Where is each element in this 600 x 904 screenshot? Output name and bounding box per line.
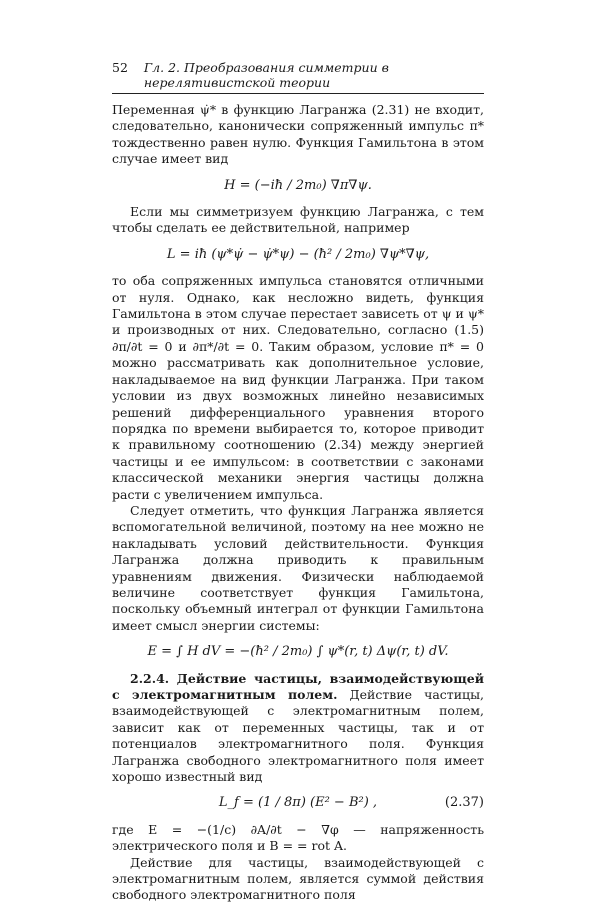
equation-2-37 (112, 795, 484, 811)
paragraph-5: Действие частицы, взаимодействующей с электромагнитным полем, зависит как от переменных частицы, так и от потенциалов электромагнитного поля. Функция Лагранжа свободного электромагнитного поля имеет хорошо известный вид (112, 687, 484, 785)
running-header (112, 60, 484, 94)
paragraph-6: где E = −(1/c) ∂A/∂t − ∇φ — напряженность электрического поля и B = = rot A. (112, 821, 484, 854)
paragraph-4: Следует отметить, что функция Лагранжа является вспомогательной величиной, поэтому на нее можно не накладывать условий действительности. Функция Лагранжа должна приводить к правильным уравнениям движения. Физически наблюдаемой величине соответствует функция Гамильтона, поскольку объемный интеграл от функции Гамильтона имеет смысл энергии системы: (112, 502, 484, 633)
paragraph-2: Если мы симметризуем функцию Лагранжа, с тем чтобы сделать ее действительной, например (112, 204, 484, 236)
page-number: 52 (112, 60, 128, 75)
book-page (112, 60, 484, 904)
section-2-2-4 (112, 671, 484, 786)
equation-number: (2.37) (444, 795, 484, 811)
page-body (112, 102, 484, 904)
equation-lagrangian-symmetrized: L = iħ (ψ*ψ̇ − ψ̇*ψ) − (ħ² / 2m₀) ∇ψ*∇ψ, (166, 246, 430, 262)
chapter-title: Гл. 2. Преобразования симметрии в нерелятивистской теории (143, 60, 389, 90)
paragraph-1: Переменная ψ̇* в функцию Лагранжа (2.31) не входит, следовательно, канонически сопряженный импульс π* тождественно равен нулю. Функция Гамильтона в этом случае имеет вид (112, 102, 484, 167)
paragraph-3: то оба сопряженных импульса становятся отличными от нуля. Однако, как несложно видеть, функция Гамильтона в этом случае перестает зависеть от ψ и ψ* и производных от них. Следовательно, согласно (1.5) ∂π/∂t = 0 и ∂π*/∂t = 0. Таким образом, условие π* = 0 можно рассматривать как дополнительное условие, накладываемое на вид функции Лагранжа. При таком условии из двух возможных линейно независимых решений дифференциального уравнения второго порядка по времени выбирается то, которое приводит к правильному соотношению (2.34) между энергией частицы и ее импульсом: в соответствии с законами классической механики энергия частицы должна расти с увеличением импульса. (112, 273, 484, 502)
section-title: 2.2.4. Действие частицы, взаимодействующей с электромагнитным полем. (112, 670, 484, 702)
equation-hamiltonian: H = (−iħ / 2m₀) ∇π∇ψ. (224, 177, 372, 193)
paragraph-7: Действие для частицы, взаимодействующей с электромагнитным полем, является суммой действия свободного электромагнитного поля (112, 854, 484, 903)
equation-field-lagrangian: L_f = (1 / 8π) (E² − B²) , (218, 795, 378, 811)
equation-energy: E = ∫ H dV = −(ħ² / 2m₀) ∫ ψ*(r, t) Δψ(r, t) dV. (147, 644, 449, 660)
